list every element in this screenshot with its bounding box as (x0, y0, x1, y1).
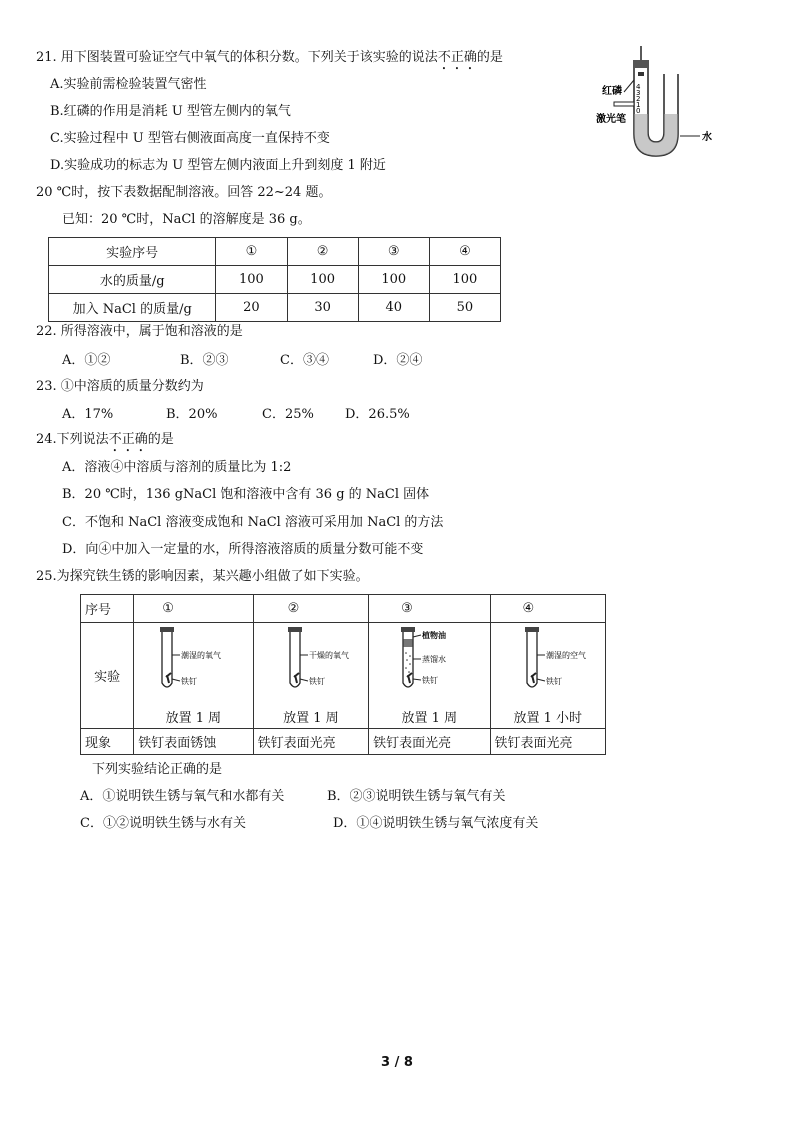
q24-option-b: B．20 ℃时，136 gNaCl 饱和溶液中含有 36 g 的 NaCl 固体 (62, 487, 430, 502)
q23-option-c: C．25% (262, 407, 314, 422)
table-cell: ② (287, 238, 358, 266)
svg-text:3: 3 (636, 89, 641, 97)
label-line-red (624, 80, 634, 92)
q25-option-b: B．②③说明铁生锈与氧气有关 (327, 789, 506, 804)
table-cell: 实验 (81, 623, 134, 729)
table-cell: ② (253, 595, 368, 623)
u-tube-figure (596, 44, 726, 164)
table-cell: 100 (287, 266, 358, 294)
table-row (49, 266, 501, 294)
q25-option-c: C．①②说明铁生锈与水有关 (80, 816, 246, 831)
label-laser: 激光笔 (596, 114, 626, 125)
q22-option-a: A．①② (62, 353, 111, 368)
table-cell: 20 (216, 294, 287, 322)
test-tube-3 (373, 625, 485, 703)
svg-text:潮湿的氧气: 潮湿的氧气 (181, 651, 222, 660)
experiment-cell-4 (490, 623, 605, 729)
q23-stem: 23. ①中溶质的质量分数约为 (36, 379, 204, 394)
u-tube-inner (648, 68, 664, 142)
q25-sub: 下列实验结论正确的是 (92, 762, 223, 777)
experiment-cell-2 (253, 623, 368, 729)
table-cell: ③ (369, 595, 490, 623)
table-cell: 铁钉表面锈蚀 (134, 729, 253, 755)
table-cell: 100 (216, 266, 287, 294)
table-cell: ① (134, 595, 253, 623)
svg-text:潮湿的空气: 潮湿的空气 (545, 651, 586, 660)
q25-option-a: A．①说明铁生锈与氧气和水都有关 (80, 789, 285, 804)
q22-stem: 22. 所得溶液中，属于饱和溶液的是 (36, 324, 243, 339)
svg-text:铁钉: 铁钉 (545, 677, 562, 686)
water (634, 114, 678, 156)
table-cell: 序号 (81, 595, 134, 623)
experiment-cell-3 (369, 623, 490, 729)
table-cell: 现象 (81, 729, 134, 755)
svg-text:铁钉: 铁钉 (308, 677, 325, 686)
q21-option-b: B.红磷的作用是消耗 U 型管左侧内的氧气 (50, 104, 291, 119)
q23-option-b: B．20% (166, 407, 218, 422)
table-cell: 100 (429, 266, 500, 294)
svg-text:0: 0 (636, 107, 641, 115)
q22-option-b: B．②③ (180, 353, 229, 368)
table-cell: 实验序号 (49, 238, 216, 266)
table-rust (80, 594, 606, 755)
q23-option-a: A．17% (62, 407, 114, 422)
stopper (633, 60, 649, 68)
q24-emphasis: 不正确 (108, 432, 148, 447)
caption: 放置 1 周 (401, 711, 458, 726)
page-number: 3 / 8 (381, 1055, 413, 1070)
svg-text:4: 4 (636, 83, 641, 91)
q24-option-c: C．不饱和 NaCl 溶液变成饱和 NaCl 溶液可采用加 NaCl 的方法 (62, 515, 444, 530)
svg-text:铁钉: 铁钉 (181, 677, 198, 686)
svg-text:铁钉: 铁钉 (422, 676, 439, 685)
table-row (49, 294, 501, 322)
label-red-phosphorus: 红磷 (602, 86, 622, 97)
q21-emphasis: 不正确 (437, 50, 477, 65)
q21-option-c: C.实验过程中 U 型管右侧液面高度一直保持不变 (50, 131, 330, 146)
caption: 放置 1 周 (165, 711, 222, 726)
caption: 放置 1 周 (283, 711, 339, 726)
q25-option-d: D．①④说明铁生锈与氧气浓度有关 (333, 816, 539, 831)
table-cell: ① (216, 238, 287, 266)
q22-option-c: C．③④ (280, 353, 329, 368)
table-cell: 100 (358, 266, 429, 294)
test-tube-4 (495, 625, 601, 703)
table-cell: 40 (358, 294, 429, 322)
experiment-cell-1 (134, 623, 253, 729)
q24-stem: 24.下列说法不正确的是 (36, 432, 174, 447)
table-cell: ④ (429, 238, 500, 266)
test-tube-2 (258, 625, 364, 703)
table-row (81, 623, 606, 729)
svg-text:干燥的氧气: 干燥的氧气 (308, 651, 349, 660)
table-cell: 铁钉表面光亮 (369, 729, 490, 755)
table-cell: 铁钉表面光亮 (253, 729, 368, 755)
svg-text:2: 2 (636, 95, 641, 103)
table-row (81, 729, 606, 755)
caption: 放置 1 小时 (513, 711, 583, 726)
intro-line2: 已知：20 ℃时，NaCl 的溶解度是 36 g。 (62, 212, 311, 227)
table-cell: 加入 NaCl 的质量/g (49, 294, 216, 322)
table-cell: 30 (287, 294, 358, 322)
svg-text:蒸馏水: 蒸馏水 (422, 655, 447, 664)
table-nacl (48, 237, 501, 322)
svg-text:植物油: 植物油 (422, 631, 447, 640)
scale-marks (636, 83, 641, 115)
phosphorus-spoon (638, 72, 644, 76)
intro-line1: 20 ℃时，按下表数据配制溶液。回答 22~24 题。 (36, 185, 332, 200)
q24-option-d: D．向④中加入一定量的水，所得溶液溶质的质量分数可能不变 (62, 542, 424, 557)
table-cell: 50 (429, 294, 500, 322)
table-cell: 铁钉表面光亮 (490, 729, 605, 755)
q21-option-a: A.实验前需检验装置气密性 (50, 77, 207, 92)
table-cell: ③ (358, 238, 429, 266)
table-row (81, 595, 606, 623)
table-cell: ④ (490, 595, 605, 623)
table-row (49, 238, 501, 266)
q23-option-d: D．26.5% (345, 407, 410, 422)
test-tube-1 (138, 625, 248, 703)
label-water: 水 (702, 132, 712, 143)
q21-option-d: D.实验成功的标志为 U 型管左侧内液面上升到刻度 1 附近 (50, 158, 386, 173)
q21-stem: 21. 用下图装置可验证空气中氧气的体积分数。下列关于该实验的说法不正确的是 (36, 50, 503, 65)
q22-option-d: D．②④ (373, 353, 423, 368)
q25-stem: 25.为探究铁生锈的影响因素，某兴趣小组做了如下实验。 (36, 569, 369, 584)
q24-option-a: A．溶液④中溶质与溶剂的质量比为 1:2 (62, 460, 292, 475)
laser-pen-icon (614, 102, 634, 106)
svg-text:1: 1 (636, 101, 641, 109)
table-cell: 水的质量/g (49, 266, 216, 294)
